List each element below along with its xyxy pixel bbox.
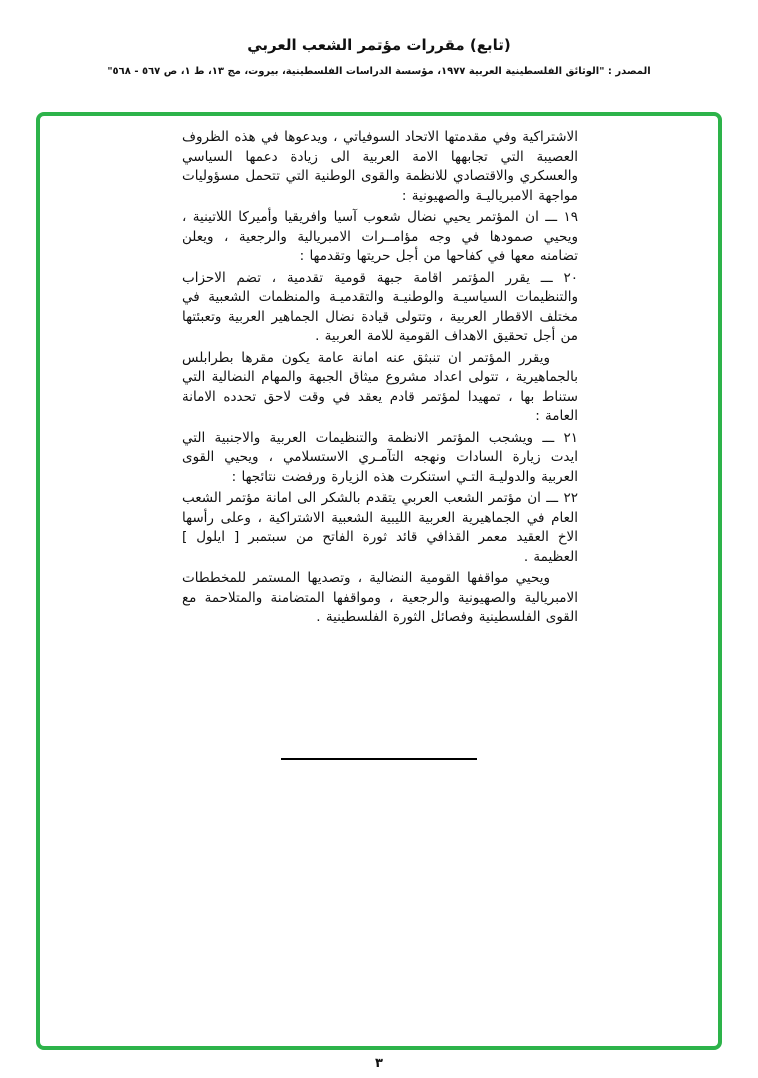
page-title: (تابع) مقررات مؤتمر الشعب العربي	[247, 36, 511, 54]
paragraph: ١٩ ـــ ان المؤتمر يحيي نضال شعوب آسيا وافريقيا وأميركا اللاتينية ، ويحيي صمودها في وجه مؤامــرات الامبريالية والرجعية ، ويعلن تضامنه معها في كفاحها من أجل حريتها وتقدمها :	[182, 209, 578, 264]
paragraph: ٢٠ ـــ يقرر المؤتمر اقامة جبهة قومية تقدمية ، تضم الاحزاب والتنظيمات السياسيـة والوطنيـة والتقدميـة والمنظمات الشعبية في مختلف الاقطار العربية ، وتتولى قيادة نضال الجماهير العربية وتعبئتها من أجل تحقيق الاهداف القومية للامة العربية .	[182, 269, 578, 344]
source-citation: المصدر : "الوثائق الفلسطينية العربية ١٩٧٧، مؤسسة الدراسات الفلسطينية، بيروت، مج ١٣، ط ١، ص ٥٦٧ - ٥٦٨"	[107, 66, 651, 77]
paragraph: ويحيي مواقفها القومية النضالية ، وتصديها المستمر للمخططات الامبريالية والصهيونية والرجعية ، ومواقفها المتضامنة والمتلاحمة مع القوى الفلسطينية وفصائل الثورة الفلسطينية .	[182, 570, 578, 625]
paragraph: ويقرر المؤتمر ان تنبثق عنه امانة عامة يكون مقرها بطرابلس بالجماهيرية ، تتولى اعداد مشروع ميثاق الجبهة والمهام النضالية التي ستناط بها ، تمهيدا لمؤتمر قادم يعقد في وقت لاحق تحدده الامانة العامة :	[182, 349, 578, 424]
paragraph: ٢١ ـــ ويشجب المؤتمر الانظمة والتنظيمات العربية والاجنبية التي ايدت زيارة السادات ونهجه التآمـري الاستسلامي ، ويحيي القوى العربية والدوليـة التـي استنكرت هذه الزيارة ورفضت نتائجها :	[182, 429, 578, 485]
paragraph: الاشتراكية وفي مقدمتها الاتحاد السوفياتي ، ويدعوها في هذه الظروف العصيبة التي تجابهها الامة العربية الى زيادة دعمها السياسي والعسكري والاقتصادي للانظمة والقوى الوطنية التي تتحمل مسؤوليات مواجهة الامبرياليـة والصهيونية :	[182, 129, 578, 204]
document-body	[182, 128, 578, 630]
page-number: ٣	[375, 1056, 383, 1071]
section-divider	[281, 758, 477, 760]
paragraph: ٢٢ ـــ ان مؤتمر الشعب العربي يتقدم بالشكر الى امانة مؤتمر الشعب العام في الجماهيرية العربية الليبية الشعبية الاشتراكية ، وعلى رأسها الاخ العقيد معمر القذافي قائد ثورة الفاتح من سبتمبر [ ايلول ] العظيمة .	[182, 490, 578, 565]
